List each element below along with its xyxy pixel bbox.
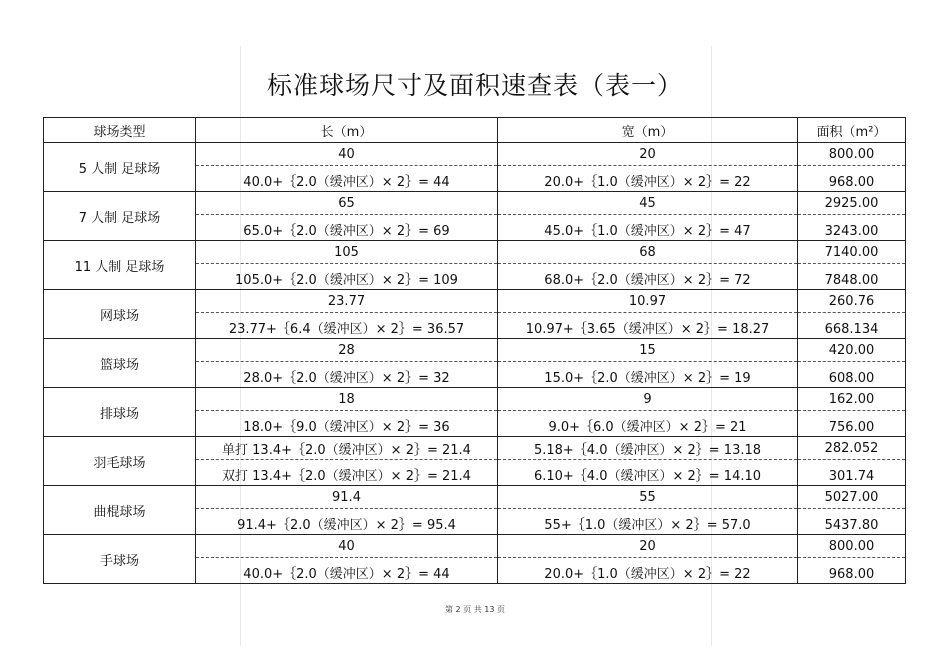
length-cell: 105 <box>196 241 498 264</box>
header-width: 宽（m） <box>498 118 798 143</box>
width-cell: 45 <box>498 192 798 215</box>
buffered-width-cell: 20.0+｛1.0（缓冲区）× 2｝= 22 <box>498 558 798 584</box>
court-size-table <box>43 117 906 584</box>
table-row <box>44 192 906 215</box>
buffered-length-cell: 23.77+｛6.4（缓冲区）× 2｝= 36.57 <box>196 313 498 339</box>
table-row <box>44 290 906 313</box>
page-footer: 第 2 页 共 13 页 <box>445 605 505 614</box>
header-area: 面积（m²） <box>798 118 906 143</box>
area-cell: 7140.00 <box>798 241 906 264</box>
buffered-width-cell: 6.10+｛4.0（缓冲区）× 2｝= 14.10 <box>498 460 798 486</box>
area-cell: 420.00 <box>798 339 906 362</box>
area-cell: 5027.00 <box>798 486 906 509</box>
buffered-area-cell: 968.00 <box>798 558 906 584</box>
court-type-cell: 手球场 <box>44 535 196 584</box>
table-row <box>44 535 906 558</box>
area-cell: 2925.00 <box>798 192 906 215</box>
buffered-length-cell: 18.0+｛9.0（缓冲区）× 2｝= 36 <box>196 411 498 437</box>
length-cell: 28 <box>196 339 498 362</box>
width-cell: 10.97 <box>498 290 798 313</box>
court-type-cell: 网球场 <box>44 290 196 339</box>
court-type-cell: 曲棍球场 <box>44 486 196 535</box>
court-type-cell: 7 人制 足球场 <box>44 192 196 241</box>
buffered-area-cell: 668.134 <box>798 313 906 339</box>
width-cell: 20 <box>498 535 798 558</box>
table-body <box>44 143 906 584</box>
width-cell: 68 <box>498 241 798 264</box>
buffered-length-cell: 105.0+｛2.0（缓冲区）× 2｝= 109 <box>196 264 498 290</box>
court-type-cell: 11 人制 足球场 <box>44 241 196 290</box>
width-cell: 20 <box>498 143 798 166</box>
buffered-length-cell: 双打 13.4+｛2.0（缓冲区）× 2｝= 21.4 <box>196 460 498 486</box>
table-row <box>44 486 906 509</box>
buffered-length-cell: 91.4+｛2.0（缓冲区）× 2｝= 95.4 <box>196 509 498 535</box>
court-type-cell: 篮球场 <box>44 339 196 388</box>
buffered-length-cell: 40.0+｛2.0（缓冲区）× 2｝= 44 <box>196 558 498 584</box>
buffered-length-cell: 65.0+｛2.0（缓冲区）× 2｝= 69 <box>196 215 498 241</box>
court-type-cell: 羽毛球场 <box>44 437 196 486</box>
buffered-area-cell: 608.00 <box>798 362 906 388</box>
buffered-width-cell: 68.0+｛2.0（缓冲区）× 2｝= 72 <box>498 264 798 290</box>
buffered-area-cell: 7848.00 <box>798 264 906 290</box>
area-cell: 260.76 <box>798 290 906 313</box>
buffered-area-cell: 5437.80 <box>798 509 906 535</box>
length-cell: 23.77 <box>196 290 498 313</box>
buffered-width-cell: 10.97+｛3.65（缓冲区）× 2｝= 18.27 <box>498 313 798 339</box>
width-cell: 9 <box>498 388 798 411</box>
length-cell: 91.4 <box>196 486 498 509</box>
width-cell: 15 <box>498 339 798 362</box>
buffered-width-cell: 45.0+｛1.0（缓冲区）× 2｝= 47 <box>498 215 798 241</box>
length-cell: 18 <box>196 388 498 411</box>
buffered-width-cell: 9.0+｛6.0（缓冲区）× 2｝= 21 <box>498 411 798 437</box>
header-row <box>44 118 906 143</box>
buffered-width-cell: 20.0+｛1.0（缓冲区）× 2｝= 22 <box>498 166 798 192</box>
width-cell: 5.18+｛4.0（缓冲区）× 2｝= 13.18 <box>498 437 798 460</box>
buffered-width-cell: 15.0+｛2.0（缓冲区）× 2｝= 19 <box>498 362 798 388</box>
header-type: 球场类型 <box>44 118 196 143</box>
area-cell: 800.00 <box>798 143 906 166</box>
buffered-area-cell: 3243.00 <box>798 215 906 241</box>
buffered-area-cell: 968.00 <box>798 166 906 192</box>
length-cell: 40 <box>196 535 498 558</box>
length-cell: 40 <box>196 143 498 166</box>
header-length: 长（m） <box>196 118 498 143</box>
buffered-area-cell: 756.00 <box>798 411 906 437</box>
table-row <box>44 339 906 362</box>
width-cell: 55 <box>498 486 798 509</box>
buffered-area-cell: 301.74 <box>798 460 906 486</box>
area-cell: 800.00 <box>798 535 906 558</box>
table-row <box>44 241 906 264</box>
table-row <box>44 437 906 460</box>
table-row <box>44 388 906 411</box>
buffered-width-cell: 55+｛1.0（缓冲区）× 2｝= 57.0 <box>498 509 798 535</box>
court-type-cell: 排球场 <box>44 388 196 437</box>
buffered-length-cell: 28.0+｛2.0（缓冲区）× 2｝= 32 <box>196 362 498 388</box>
length-cell: 单打 13.4+｛2.0（缓冲区）× 2｝= 21.4 <box>196 437 498 460</box>
court-type-cell: 5 人制 足球场 <box>44 143 196 192</box>
area-cell: 282.052 <box>798 437 906 460</box>
length-cell: 65 <box>196 192 498 215</box>
page-title: 标准球场尺寸及面积速查表（表一） <box>266 71 683 100</box>
buffered-length-cell: 40.0+｛2.0（缓冲区）× 2｝= 44 <box>196 166 498 192</box>
table-row <box>44 143 906 166</box>
area-cell: 162.00 <box>798 388 906 411</box>
